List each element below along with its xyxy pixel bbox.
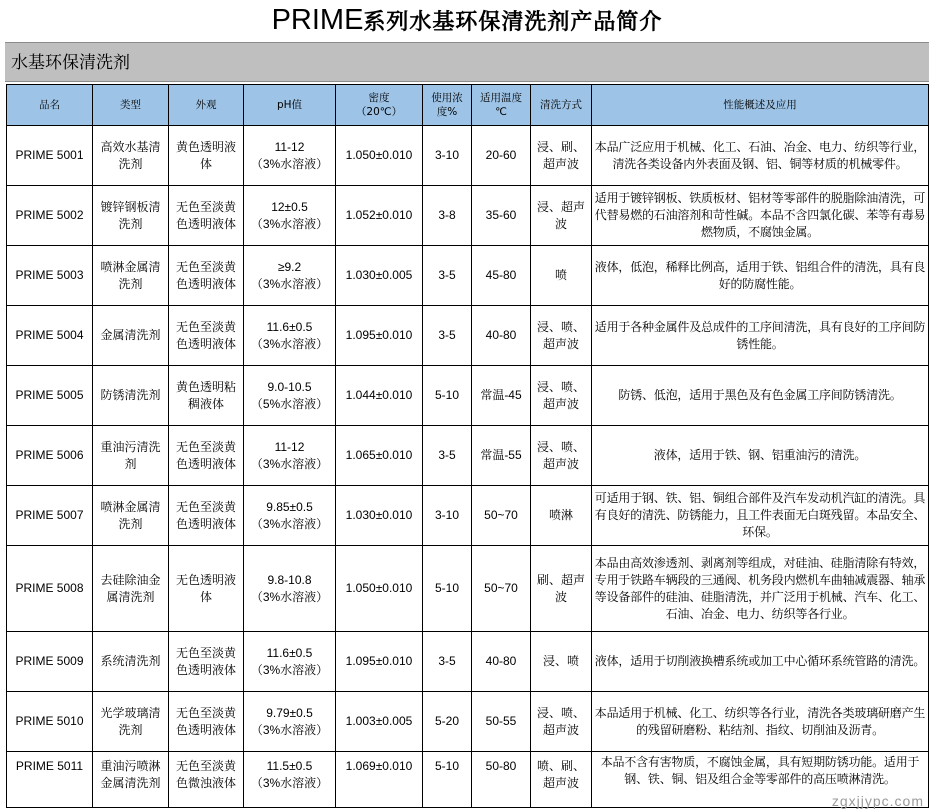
- cell-appearance: 无色至淡黄色透明液体: [169, 246, 244, 306]
- header-temperature-line1: 适用温度: [480, 92, 522, 104]
- cell-ph: [244, 752, 336, 808]
- cell-model: PRIME 5004: [7, 306, 93, 366]
- cell-method: 浸、刷、超声波: [531, 126, 592, 186]
- cell-ph: [244, 692, 336, 752]
- table-row: [7, 546, 929, 632]
- cell-temperature: 50~70: [472, 486, 531, 546]
- cell-description: 适用于各种金属件及总成件的工序间清洗，具有良好的工序间防锈性能。: [592, 306, 929, 366]
- cell-concentration: 5-10: [423, 546, 472, 632]
- cell-method: 喷: [531, 246, 592, 306]
- ph-note: （3%水溶液）: [250, 589, 329, 604]
- table-row: [7, 246, 929, 306]
- cell-description: 液体，低泡，稀释比例高，适用于铁、铝组合件的清洗，具有良好的防腐性能。: [592, 246, 929, 306]
- cell-concentration: 5-20: [423, 692, 472, 752]
- cell-method: 喷淋: [531, 486, 592, 546]
- cell-model: PRIME 5008: [7, 546, 93, 632]
- product-table: [6, 84, 929, 808]
- cell-concentration: 5-10: [423, 752, 472, 808]
- cell-density: 1.095±0.010: [336, 632, 423, 692]
- cell-type: 去硅除油金属清洗剂: [93, 546, 169, 632]
- cell-method: 浸、喷、超声波: [531, 426, 592, 486]
- table-row: [7, 426, 929, 486]
- header-description: 性能概述及应用: [592, 85, 929, 126]
- ph-value: 11-12: [274, 139, 305, 154]
- cell-description: 本品不含有害物质，不腐蚀金属，具有短期防锈功能。适用于钢、铁、铜、铝及组合金等零部件的高压喷淋清洗。: [592, 752, 929, 808]
- header-model: 品名: [7, 85, 93, 126]
- cell-concentration: 3-5: [423, 246, 472, 306]
- ph-note: （3%水溶液）: [250, 276, 329, 291]
- cell-type: 光学玻璃清洗剂: [93, 692, 169, 752]
- cell-type: 金属清洗剂: [93, 306, 169, 366]
- cell-temperature: 20-60: [472, 126, 531, 186]
- cell-description: 本品由高效渗透剂、剥离剂等组成，对硅油、硅脂清除有特效，专用于铁路车辆段的三通阀、机务段内燃机车曲轴减震器、轴承等设备部件的硅油、硅脂清洗，并广泛用于机械、汽车、化工、石油、冶金、电力、纺织等各行业。: [592, 546, 929, 632]
- cell-ph: [244, 632, 336, 692]
- ph-value: 11.6±0.5: [266, 645, 313, 660]
- ph-value: 11-12: [274, 439, 305, 454]
- cell-ph: [244, 366, 336, 426]
- cell-model: PRIME 5011: [7, 752, 93, 808]
- cell-description: 防锈、低泡，适用于黑色及有色金属工序间防锈清洗。: [592, 366, 929, 426]
- cell-ph: [244, 426, 336, 486]
- cell-concentration: 3-5: [423, 426, 472, 486]
- table-row: [7, 486, 929, 546]
- cell-temperature: 常温-55: [472, 426, 531, 486]
- table-row: [7, 126, 929, 186]
- cell-density: 1.003±0.005: [336, 692, 423, 752]
- cell-ph: [244, 186, 336, 246]
- cell-temperature: 常温-45: [472, 366, 531, 426]
- cell-concentration: 5-10: [423, 366, 472, 426]
- cell-model: PRIME 5002: [7, 186, 93, 246]
- cell-type: 重油污喷淋金属清洗剂: [93, 752, 169, 808]
- ph-note: （3%水溶液）: [250, 722, 329, 737]
- cell-appearance: 无色至淡黄色透明液体: [169, 632, 244, 692]
- cell-density: 1.050±0.010: [336, 126, 423, 186]
- cell-ph: [244, 306, 336, 366]
- cell-description: 适用于镀锌钢板、铁质板材、铝材等零部件的脱脂除油清洗，可代替易燃的石油溶剂和苛性碱。本品不含四氯化碳、苯等有毒易燃物质，不腐蚀金属。: [592, 186, 929, 246]
- ph-value: 9.79±0.5: [266, 705, 313, 720]
- cell-density: 1.050±0.010: [336, 546, 423, 632]
- table-row: [7, 306, 929, 366]
- cell-description: 可适用于钢、铁、铝、铜组合部件及汽车发动机汽缸的清洗。具有良好的清洗、防锈能力，且工件表面无白斑残留。本品安全、环保。: [592, 486, 929, 546]
- cell-method: 浸、喷、超声波: [531, 306, 592, 366]
- page-title: [0, 4, 934, 38]
- cell-model: PRIME 5010: [7, 692, 93, 752]
- ph-note: （3%水溶液）: [250, 216, 329, 231]
- cell-appearance: 黄色透明粘稠液体: [169, 366, 244, 426]
- ph-value: 9.8-10.8: [267, 572, 312, 587]
- table-row: [7, 186, 929, 246]
- cell-method: 刷、超声波: [531, 546, 592, 632]
- cell-model: PRIME 5006: [7, 426, 93, 486]
- cell-type: 镀锌钢板清洗剂: [93, 186, 169, 246]
- table-row: [7, 632, 929, 692]
- cell-ph: [244, 546, 336, 632]
- ph-value: 11.5±0.5: [266, 759, 313, 773]
- header-density-line2: （20℃）: [355, 106, 403, 118]
- cell-model: PRIME 5009: [7, 632, 93, 692]
- cell-density: 1.065±0.010: [336, 426, 423, 486]
- cell-method: 喷、刷、超声波: [531, 752, 592, 808]
- cell-temperature: 50-80: [472, 752, 531, 808]
- ph-value: 9.85±0.5: [266, 499, 313, 514]
- cell-density: 1.095±0.010: [336, 306, 423, 366]
- cell-concentration: 3-10: [423, 126, 472, 186]
- cell-temperature: 35-60: [472, 186, 531, 246]
- watermark: zgxjjypc.com: [831, 793, 924, 809]
- cell-appearance: 无色至淡黄色透明液体: [169, 186, 244, 246]
- cell-density: 1.044±0.010: [336, 366, 423, 426]
- cell-method: 浸、喷、超声波: [531, 366, 592, 426]
- cell-type: 高效水基清洗剂: [93, 126, 169, 186]
- cell-concentration: 3-10: [423, 486, 472, 546]
- header-density-line1: 密度: [368, 92, 390, 104]
- header-appearance: 外观: [169, 85, 244, 126]
- ph-note: （3%水溶液）: [250, 516, 329, 531]
- table-row: [7, 366, 929, 426]
- ph-value: 12±0.5: [271, 199, 308, 214]
- cell-appearance: 无色至淡黄色透明液体: [169, 486, 244, 546]
- cell-density: 1.030±0.010: [336, 486, 423, 546]
- cell-ph: [244, 246, 336, 306]
- table-body: [7, 126, 929, 808]
- cell-density: 1.052±0.010: [336, 186, 423, 246]
- cell-temperature: 50~70: [472, 546, 531, 632]
- ph-note: （5%水溶液）: [250, 396, 329, 411]
- cell-method: 浸、喷: [531, 632, 592, 692]
- cell-type: 重油污清洗剂: [93, 426, 169, 486]
- header-concentration-line1: 使用浓: [431, 92, 463, 104]
- cell-description: 液体，适用于铁、钢、铝重油污的清洗。: [592, 426, 929, 486]
- table-row: [7, 752, 929, 808]
- ph-note: （3%水溶液）: [250, 456, 329, 471]
- cell-appearance: 无色至淡黄色透明液体: [169, 692, 244, 752]
- cell-description: 液体，适用于切削液换槽系统或加工中心循环系统管路的清洗。: [592, 632, 929, 692]
- cell-model: PRIME 5001: [7, 126, 93, 186]
- cell-method: 浸、喷、超声波: [531, 692, 592, 752]
- header-type: 类型: [93, 85, 169, 126]
- cell-density: 1.030±0.005: [336, 246, 423, 306]
- cell-type: 系统清洗剂: [93, 632, 169, 692]
- header-method: 清洗方式: [531, 85, 592, 126]
- cell-density: 1.069±0.010: [336, 752, 423, 808]
- cell-appearance: 黄色透明液体: [169, 126, 244, 186]
- header-ph: pH值: [244, 85, 336, 126]
- cell-description: 本品广泛应用于机械、化工、石油、冶金、电力、纺织等行业，清洗各类设备内外表面及钢、铝、铜等材质的机械零件。: [592, 126, 929, 186]
- cell-concentration: 3-8: [423, 186, 472, 246]
- cell-model: PRIME 5005: [7, 366, 93, 426]
- cell-temperature: 40-80: [472, 632, 531, 692]
- header-concentration-line2: 度%: [436, 106, 458, 118]
- ph-note: （3%水溶液）: [250, 336, 329, 351]
- ph-value: ≥9.2: [277, 259, 302, 274]
- cell-type: 喷淋金属清洗剂: [93, 486, 169, 546]
- cell-ph: [244, 486, 336, 546]
- table-header-row: [7, 85, 929, 126]
- cell-concentration: 3-5: [423, 306, 472, 366]
- header-temperature-line2: ℃: [495, 106, 507, 118]
- cell-appearance: 无色至淡黄色透明液体: [169, 306, 244, 366]
- cell-appearance: 无色至淡黄色透明液体: [169, 426, 244, 486]
- cell-model: PRIME 5007: [7, 486, 93, 546]
- header-concentration: [423, 85, 472, 126]
- ph-value: 11.6±0.5: [266, 319, 313, 334]
- cell-temperature: 50-55: [472, 692, 531, 752]
- cell-appearance: 无色透明液体: [169, 546, 244, 632]
- header-temperature: [472, 85, 531, 126]
- cell-ph: [244, 126, 336, 186]
- section-header: 水基环保清洗剂: [5, 42, 929, 82]
- cell-temperature: 45-80: [472, 246, 531, 306]
- table-row: [7, 692, 929, 752]
- page-title-text: 系列水基环保清洗剂产品简介: [363, 10, 663, 35]
- ph-note: （3%水溶液）: [250, 156, 329, 171]
- page-title-brand: PRIME: [271, 4, 364, 36]
- cell-method: 浸、超声波: [531, 186, 592, 246]
- cell-appearance: 无色至淡黄色微浊液体: [169, 752, 244, 808]
- cell-concentration: 3-5: [423, 632, 472, 692]
- cell-type: 喷淋金属清洗剂: [93, 246, 169, 306]
- cell-model: PRIME 5003: [7, 246, 93, 306]
- header-density: [336, 85, 423, 126]
- ph-note: （3%水溶液）: [250, 776, 329, 790]
- ph-note: （3%水溶液）: [250, 662, 329, 677]
- ph-value: 9.0-10.5: [267, 379, 312, 394]
- cell-description: 本品适用于机械、化工、纺织等各行业，清洗各类玻璃研磨产生的残留研磨粉、粘结剂、指纹、切削油及沥青。: [592, 692, 929, 752]
- cell-type: 防锈清洗剂: [93, 366, 169, 426]
- cell-temperature: 40-80: [472, 306, 531, 366]
